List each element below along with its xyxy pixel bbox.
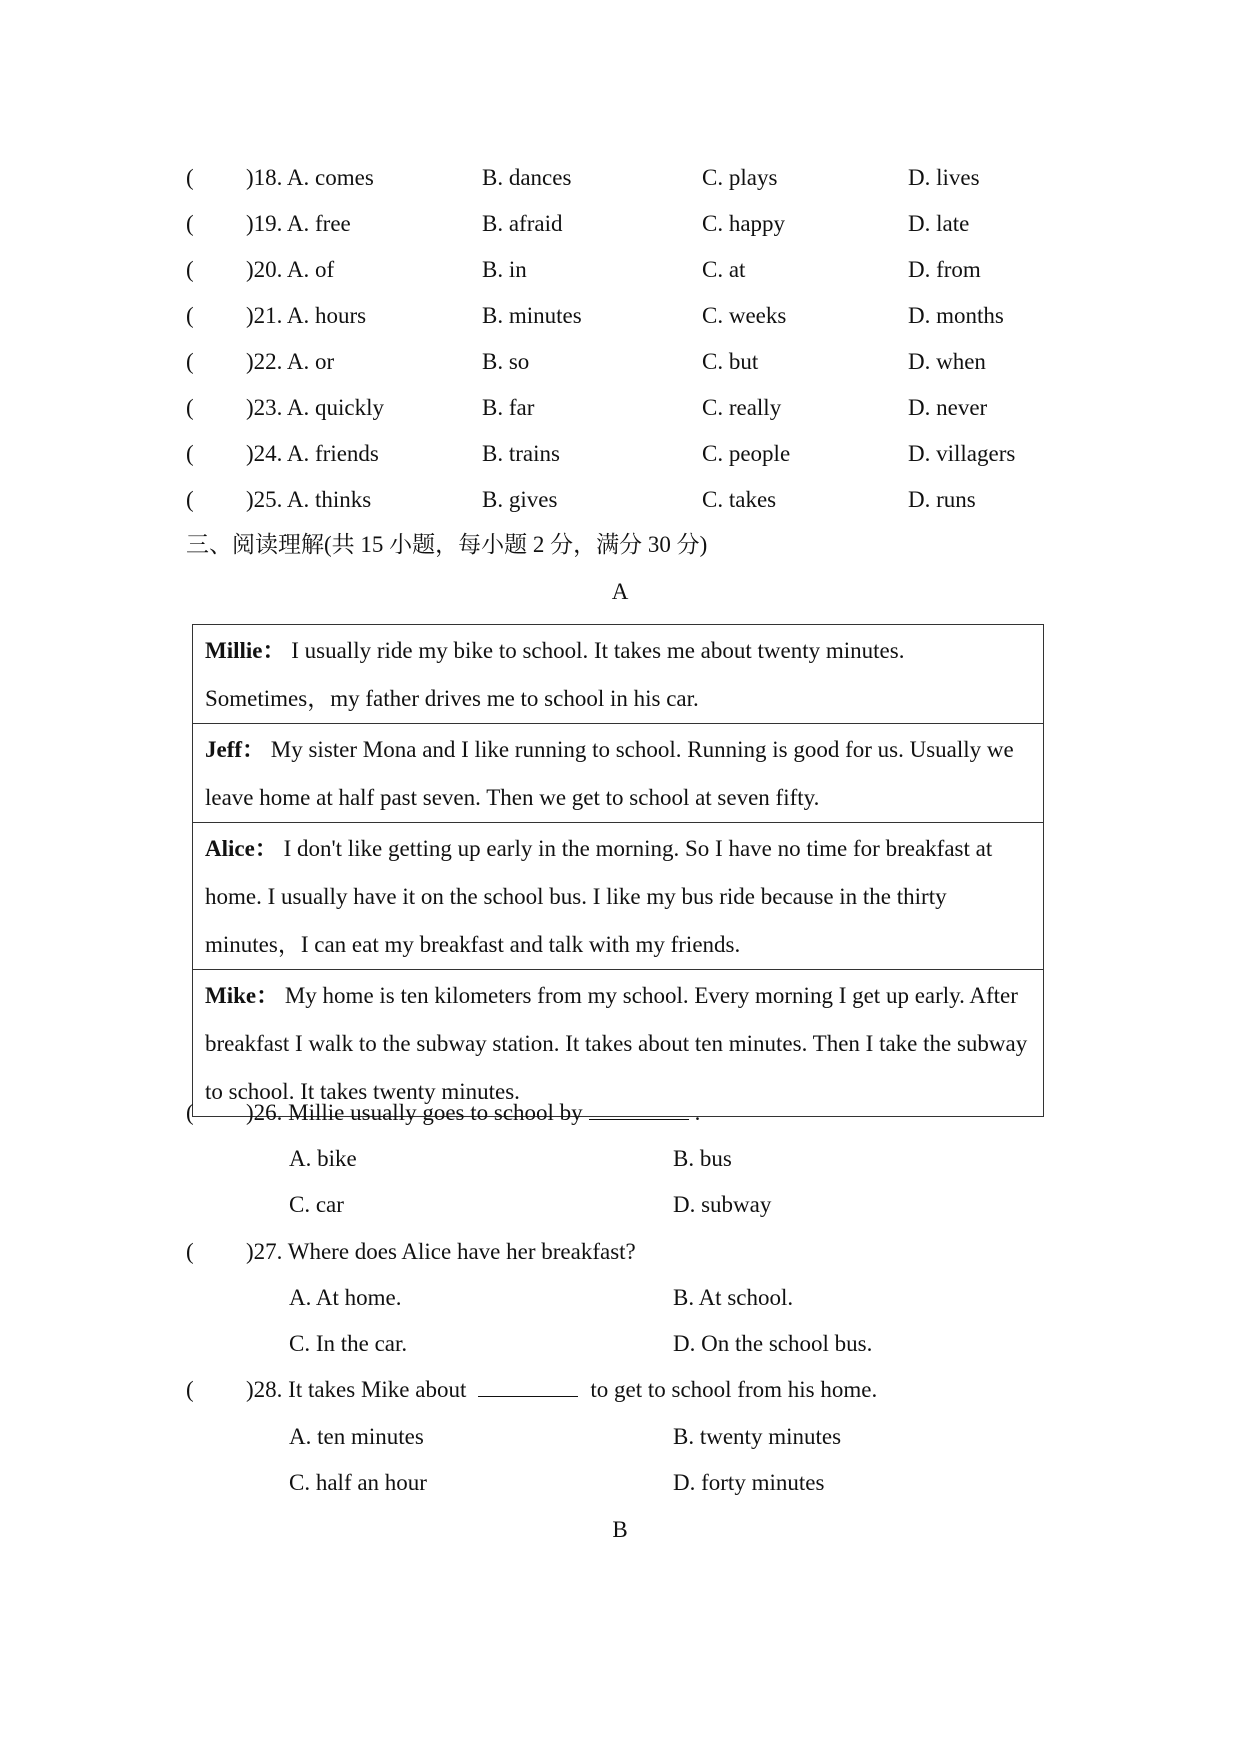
question-26-stem [186,1098,1086,1128]
passage-a-label: A [611,579,629,604]
option-a-text: A. friends [286,441,379,466]
question-28-text [246,1375,877,1405]
option-b: B. trains [482,441,560,466]
option-d: D. lives [908,165,980,190]
question-number: 19 [253,211,277,236]
passage-cell-jeff [193,723,1043,822]
option-a-text: A. free [286,211,351,236]
passage-text: I don't like getting up early in the morning. So I have no time for breakfast at home. I usually have it on the school bus. I like my bus ride because in the thirty minutes，I can eat my breakfast and talk with my friends. [205,836,993,957]
cloze-row-22 [186,347,1086,377]
answer-paren: ( [186,303,194,328]
answer-paren: ( [186,349,194,374]
option-c: C. people [702,441,791,466]
stem-pre: )28. It takes Mike about [246,1377,467,1402]
answer-paren: ( [186,395,194,420]
option-d: D. never [908,395,988,420]
option-d: D. when [908,349,986,374]
q27-option-a: A. At home. [289,1285,402,1310]
answer-paren: ( [186,441,194,466]
option-b: B. so [482,349,530,374]
answer-paren: ( [186,211,194,236]
q26-option-a: A. bike [289,1146,357,1171]
question-number: 25 [253,487,277,512]
answer-blank [589,1099,689,1120]
option-c: C. weeks [702,303,787,328]
passage-text: My sister Mona and I like running to school. Running is good for us. Usually we leave home at half past seven. Then we get to school at seven fifty. [205,737,1014,810]
answer-paren: ( [186,257,194,282]
passage-cell-mike [193,969,1043,1116]
question-number: 21 [253,303,277,328]
option-b: B. afraid [482,211,563,236]
answer-paren: ( [186,165,194,190]
cloze-row-20 [186,255,1086,285]
stem-post: to get to school from his home. [590,1377,878,1402]
speaker-name: Jeff： [205,737,266,762]
q28-option-a: A. ten minutes [289,1424,424,1449]
option-c: C. at [702,257,746,282]
q28-option-b: B. twenty minutes [673,1424,842,1449]
question-option-a: )18. A. comes [246,165,374,190]
cloze-row-23 [186,393,1086,423]
option-a-text: A. of [286,257,335,282]
question-option-a: )24. A. friends [246,441,379,466]
q26-option-c: C. car [289,1192,344,1217]
option-a-text: A. hours [286,303,367,328]
option-a-text: A. comes [286,165,374,190]
section-heading: 三、阅读理解(共 15 小题，每小题 2 分，满分 30 分) [186,532,708,557]
option-c: C. but [702,349,759,374]
question-option-a: )23. A. quickly [246,395,385,420]
question-option-a: )22. A. or [246,349,335,374]
option-b: B. minutes [482,303,582,328]
question-27-stem [186,1237,1086,1267]
option-b: B. dances [482,165,572,190]
option-d: D. from [908,257,981,282]
question-number: 18 [253,165,277,190]
question-number: 22 [253,349,277,374]
question-option-a: )20. A. of [246,257,335,282]
cloze-row-21 [186,301,1086,331]
option-d: D. late [908,211,970,236]
option-d: D. runs [908,487,976,512]
passage-cell-alice [193,822,1043,969]
passage-text: I usually ride my bike to school. It takes me about twenty minutes. Sometimes，my father drives me to school in his car. [205,638,905,711]
option-d: D. months [908,303,1004,328]
question-option-a: )21. A. hours [246,303,367,328]
option-b: B. far [482,395,535,420]
cloze-row-24 [186,439,1086,469]
stem-pre: )26. Millie usually goes to school by [246,1100,583,1125]
cloze-row-19 [186,209,1086,239]
stem-post: . [694,1100,701,1125]
speaker-name: Alice： [205,836,278,861]
q28-option-c: C. half an hour [289,1470,427,1495]
option-c: C. plays [702,165,778,190]
passage-b-label: B [612,1517,628,1542]
speaker-name: Millie： [205,638,286,663]
passage-a-table [192,624,1044,1117]
speaker-name: Mike： [205,983,280,1008]
q26-option-d: D. subway [673,1192,772,1217]
option-c: C. really [702,395,782,420]
q27-option-d: D. On the school bus. [673,1331,873,1356]
answer-paren: ( [186,1100,194,1125]
option-c: C. happy [702,211,786,236]
passage-text: My home is ten kilometers from my school. Every morning I get up early. After breakfast I walk to the subway station. It takes about ten minutes. Then I take the subway to school. It takes twenty minutes. [205,983,1028,1104]
q28-option-d: D. forty minutes [673,1470,825,1495]
question-27-text: )27. Where does Alice have her breakfast? [246,1239,636,1264]
option-a-text: A. quickly [286,395,385,420]
answer-blank [478,1376,578,1397]
question-28-stem [186,1375,1086,1405]
question-option-a: )25. A. thinks [246,487,372,512]
question-number: 20 [253,257,277,282]
question-number: 24 [253,441,277,466]
option-b: B. gives [482,487,558,512]
q27-option-c: C. In the car. [289,1331,408,1356]
cloze-row-25 [186,485,1086,515]
answer-paren: ( [186,487,194,512]
option-a-text: A. or [286,349,335,374]
option-d: D. villagers [908,441,1016,466]
q26-option-b: B. bus [673,1146,732,1171]
answer-paren: ( [186,1239,194,1264]
q27-option-b: B. At school. [673,1285,794,1310]
option-c: C. takes [702,487,777,512]
question-number: 23 [253,395,277,420]
question-option-a: )19. A. free [246,211,351,236]
option-a-text: A. thinks [286,487,372,512]
cloze-row-18 [186,163,1086,193]
passage-cell-millie [193,625,1043,723]
option-b: B. in [482,257,527,282]
answer-paren: ( [186,1377,194,1402]
question-26-text [246,1098,700,1128]
